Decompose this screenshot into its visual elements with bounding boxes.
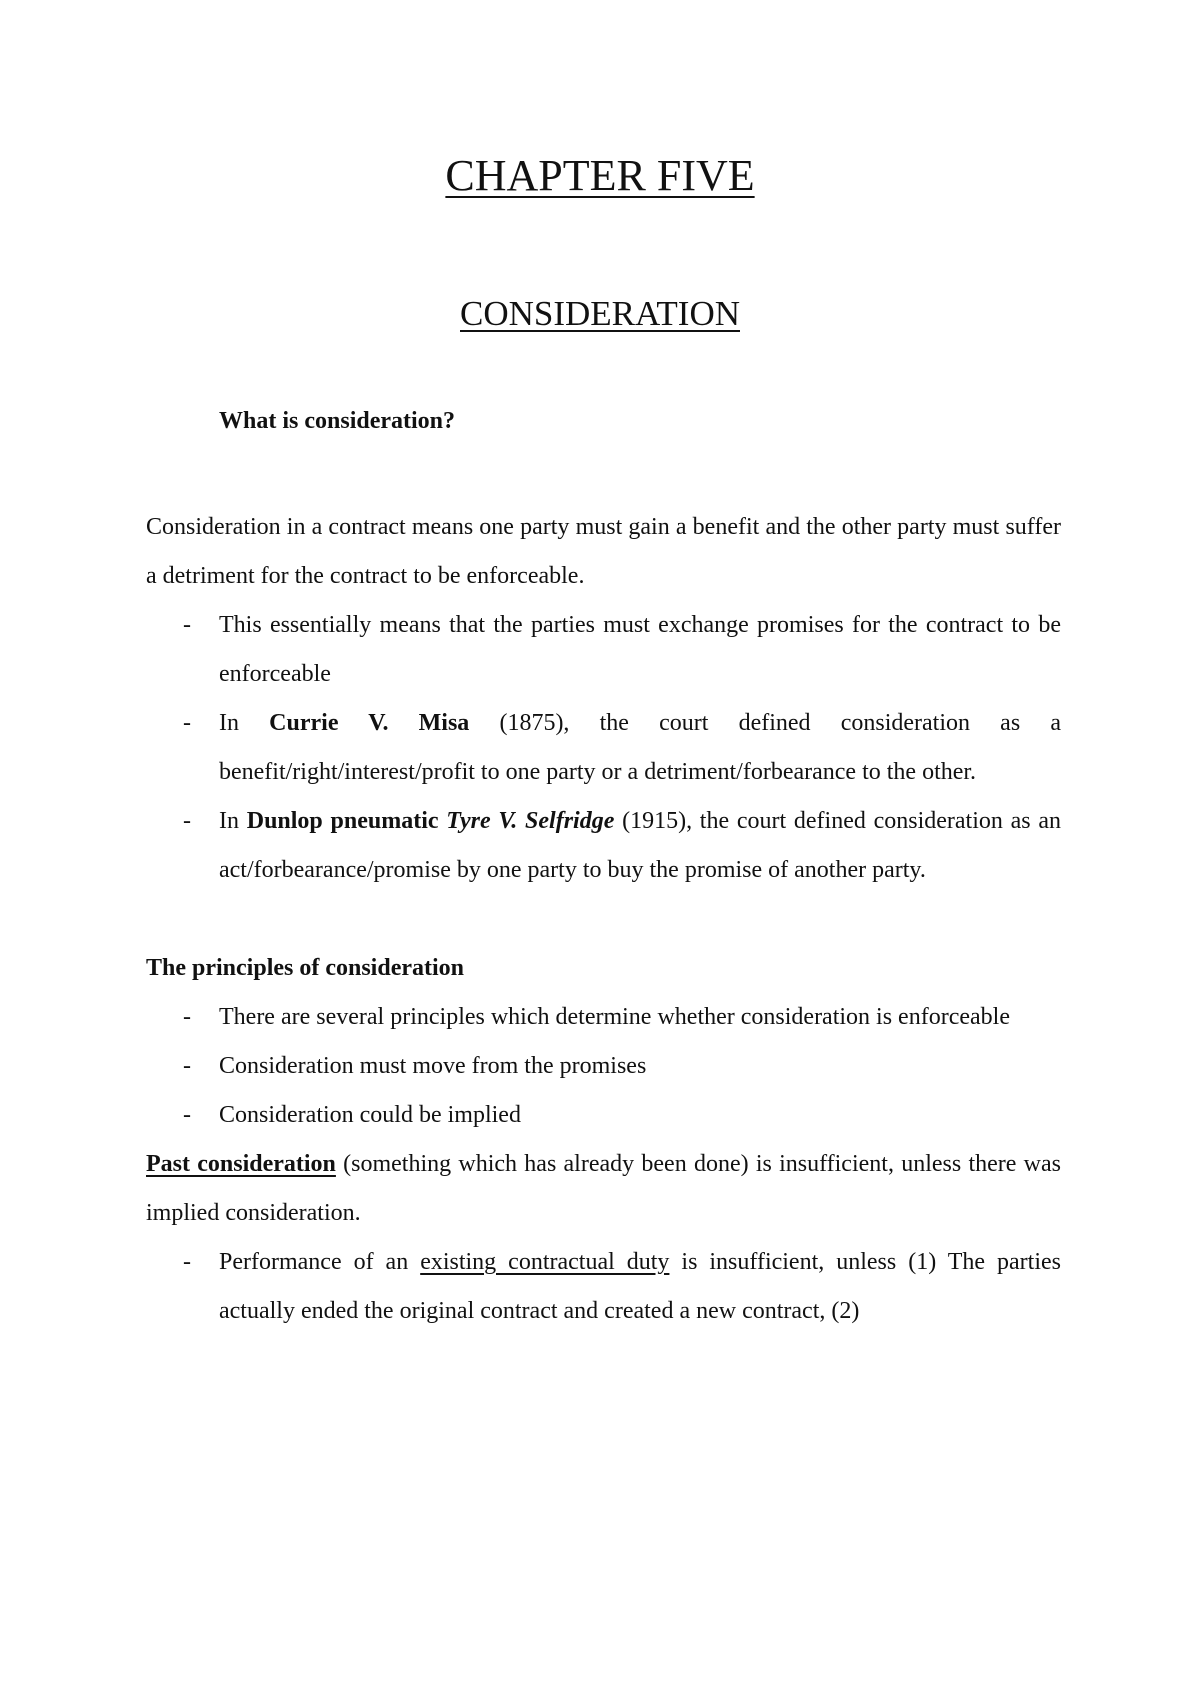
past-consideration-term: Past consideration bbox=[146, 1151, 336, 1177]
list-item-text: (1915), the court defined consideration as an act/forbearance/promise by one party to buy the promise of another party. bbox=[219, 808, 1061, 883]
existing-duty-list bbox=[146, 1238, 1061, 1336]
bullet-dash: - bbox=[183, 1102, 191, 1128]
bullet-dash: - bbox=[183, 1053, 191, 1079]
bullet-dash: - bbox=[183, 1004, 191, 1030]
list-item bbox=[146, 1091, 1061, 1140]
chapter-title: CHAPTER FIVE bbox=[445, 151, 755, 200]
list-item bbox=[146, 993, 1061, 1042]
past-consideration-paragraph bbox=[146, 1140, 1061, 1238]
list-item-prefix: Performance of an bbox=[219, 1249, 421, 1275]
spacer bbox=[146, 895, 1061, 944]
list-item bbox=[146, 1238, 1061, 1336]
bullet-dash: - bbox=[183, 612, 191, 638]
list-item-text: (1875), the court defined consideration as a benefit/right/interest/profit to one party or a detriment/forbearance to the other. bbox=[219, 710, 1061, 785]
principles-heading: The principles of consideration bbox=[146, 955, 465, 981]
list-item-text: Consideration could be implied bbox=[219, 1102, 521, 1128]
bullet-dash: - bbox=[183, 1249, 191, 1275]
list-item bbox=[146, 601, 1061, 699]
definition-list bbox=[146, 601, 1061, 895]
bullet-dash: - bbox=[183, 808, 191, 834]
case-name: Dunlop pneumatic bbox=[246, 808, 447, 834]
list-item-text: This essentially means that the parties must exchange promises for the contract to be enforceable bbox=[219, 612, 1061, 687]
list-item-text: is insufficient, unless (1) The parties actually ended the original contract and created a new contract, (2) bbox=[219, 1249, 1061, 1324]
list-item bbox=[146, 797, 1061, 895]
case-name-italic: Tyre V. Selfridge bbox=[446, 808, 615, 834]
list-item-prefix: In bbox=[219, 808, 247, 834]
principles-list bbox=[146, 993, 1061, 1140]
question-heading: What is consideration? bbox=[219, 408, 456, 434]
case-name: Currie V. Misa bbox=[269, 710, 470, 736]
list-item-text: There are several principles which determine whether consideration is enforceable bbox=[219, 1004, 1010, 1030]
section-title: CONSIDERATION bbox=[460, 294, 740, 333]
list-item-text: Consideration must move from the promises bbox=[219, 1053, 647, 1079]
list-item bbox=[146, 699, 1061, 797]
existing-duty-term: existing contractual duty bbox=[420, 1249, 670, 1275]
bullet-dash: - bbox=[183, 710, 191, 736]
body-text bbox=[146, 503, 1061, 1336]
list-item-prefix: In bbox=[219, 710, 270, 736]
intro-paragraph: Consideration in a contract means one party must gain a benefit and the other party must suffer a detriment for the contract to be enforceable. bbox=[146, 514, 1061, 589]
list-item bbox=[146, 1042, 1061, 1091]
past-consideration-text: (something which has already been done) is insufficient, unless there was implied consideration. bbox=[146, 1151, 1061, 1226]
